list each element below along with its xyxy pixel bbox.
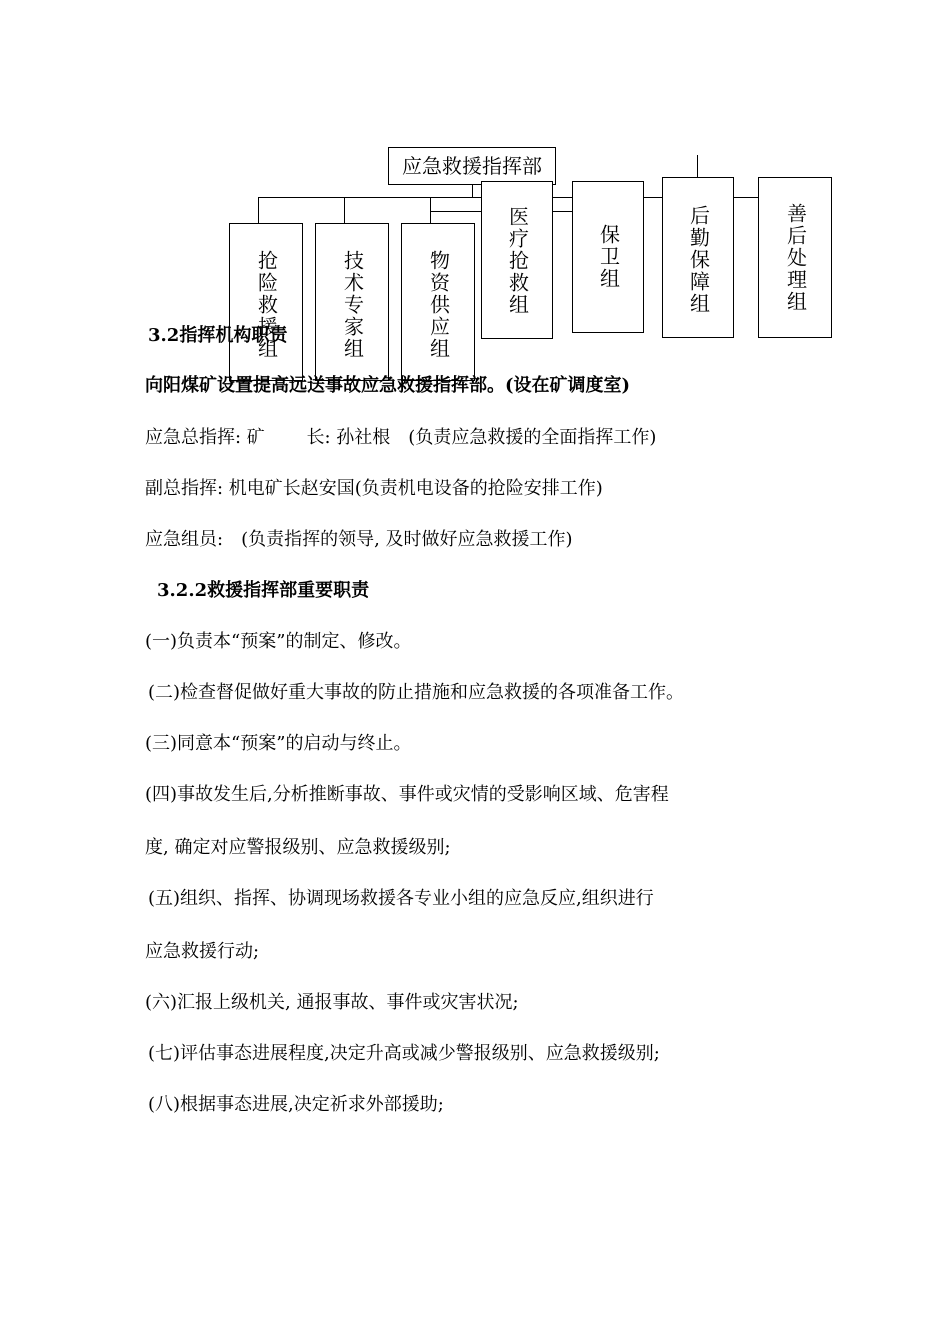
group-label: 抢险救援组 [254, 250, 279, 360]
duty-line: 应急救援行动; [145, 941, 260, 962]
group-box-security [572, 181, 644, 333]
group-box-rescue [229, 223, 303, 381]
deputy-line: 副总指挥: 机电矿长赵安国(负责机电设备的抢险安排工作) [145, 478, 603, 499]
subheading: 3.2.2救援指挥部重要职责 [157, 580, 370, 601]
duty-line: (二)检查督促做好重大事故的防止措施和应急救援的各项准备工作。 [148, 682, 685, 703]
group-box-aftermath [758, 177, 832, 338]
duty-line: (五)组织、指挥、协调现场救援各专业小组的应急反应,组织进行 [148, 888, 654, 909]
duty-line: 度, 确定对应警报级别、应急救援级别; [145, 837, 451, 858]
commander-line: 应急总指挥: 矿 长: 孙社根 (负责应急救援的全面指挥工作) [145, 427, 657, 448]
duty-line: (七)评估事态进展程度,决定升高或减少警报级别、应急救援级别; [148, 1043, 660, 1064]
group-box-tech [315, 223, 389, 381]
members-line: 应急组员: (负责指挥的领导, 及时做好应急救援工作) [145, 529, 573, 550]
group-box-supply [401, 223, 475, 381]
group-box-medical [481, 181, 553, 339]
duty-line: (一)负责本“预案”的制定、修改。 [145, 631, 412, 652]
group-label: 善后处理组 [783, 203, 808, 313]
group-label: 后勤保障组 [686, 205, 711, 315]
connector-line [472, 185, 473, 197]
group-label: 技术专家组 [340, 250, 365, 360]
group-label: 医疗抢救组 [505, 206, 530, 316]
intro-line: 向阳煤矿设置提高远送事故应急救援指挥部。(设在矿调度室) [145, 375, 631, 396]
duty-line: (六)汇报上级机关, 通报事故、事件或灾害状况; [145, 992, 519, 1013]
connector-line [430, 197, 431, 223]
connector-line [344, 197, 345, 223]
duty-line: (三)同意本“预案”的启动与终止。 [145, 733, 412, 754]
hq-box: 应急救援指挥部 [388, 147, 556, 185]
section-heading: 3.2指挥机构职责 [148, 325, 288, 346]
group-label: 保卫组 [596, 224, 621, 290]
duty-line: (四)事故发生后,分析推断事故、事件或灾情的受影响区域、危害程 [145, 784, 669, 805]
group-box-logistics [662, 177, 734, 338]
group-label: 物资供应组 [426, 250, 451, 360]
org-chart [0, 0, 950, 400]
duty-line: (八)根据事态进展,决定祈求外部援助; [148, 1094, 444, 1115]
connector-line [258, 197, 259, 223]
